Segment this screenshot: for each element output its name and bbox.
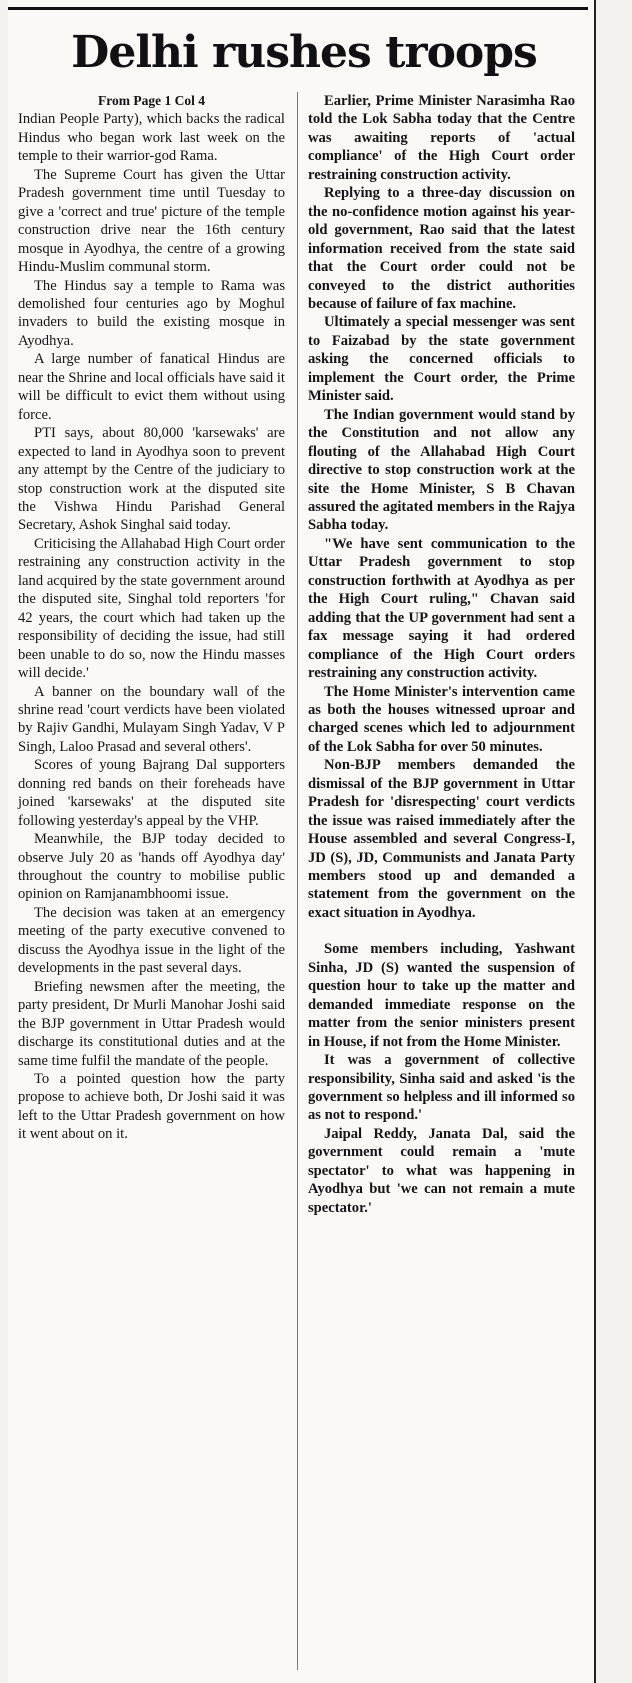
paragraph: It was a government of collective responsibility, Sinha said and asked 'is the government so helpless and ill informed so as not to respond.' (308, 1052, 575, 1124)
paragraph: Non-BJP members demanded the dismissal of the BJP government in Uttar Pradesh for 'disrespecting' court verdicts the issue was raised immediately after the House assembled and several Congress-I, JD (S), JD, Communists and Janata Party members stood up and demanded a statement from the government on the exact situation in Ayodhya. (308, 757, 575, 921)
paragraph: Ultimately a special messenger was sent to Faizabad by the state government asking the concerned officials to implement the Court order, the Prime Minister said. (308, 314, 575, 405)
top-rule (8, 7, 588, 10)
left-column (18, 92, 285, 1144)
right-column (308, 92, 575, 1217)
paragraph: Jaipal Reddy, Janata Dal, said the government could remain a 'mute spectator' to what was happening in Ayodhya but 'we can not remain a mute spectator.' (308, 1125, 575, 1216)
news-clipping (8, 0, 596, 1683)
paragraph: The Supreme Court has given the Uttar Pradesh government time until Tuesday to give a 'correct and true' picture of the temple construction drive near the 16th century mosque in Ayodhya, the centre of a growing Hindu-Muslim communal storm. (18, 166, 285, 276)
paragraph: "We have sent communication to the Uttar Pradesh government to stop construction forthwith at Ayodhya as per the High Court ruling," Chavan said adding that the UP government had sent a fax message saying it had ordered compliance of the High Court orders restraining any construction activity. (308, 535, 575, 682)
paragraph: PTI says, about 80,000 'karsewaks' are expected to land in Ayodhya soon to prevent any attempt by the Centre of the judiciary to stop construction work at the disputed site the Vishwa Hindu Parishad General Secretary, Ashok Singhal said today. (18, 425, 285, 534)
paragraph: To a pointed question how the party propose to achieve both, Dr Joshi said it was left to the Uttar Pradesh government on how it went about on it. (18, 1071, 285, 1143)
paragraph: Scores of young Bajrang Dal supporters donning red bands on their foreheads have joined 'karsewaks' at the disputed site following yesterday's appeal by the VHP. (18, 757, 285, 829)
paragraph: The decision was taken at an emergency meeting of the party executive convened to discuss the Ayodhya issue in the light of the developments in the past several days. (18, 904, 285, 977)
headline: Delhi rushes troops (71, 27, 537, 78)
paragraph: A banner on the boundary wall of the shrine read 'court verdicts have been violated by Rajiv Gandhi, Mulayam Singh Yadav, V P Singh, Laloo Prasad and several others'. (18, 683, 285, 755)
right-edge-rule (594, 0, 596, 1683)
paragraph: The Home Minister's intervention came as both the houses witnessed uproar and charged scenes which led to adjournment of the Lok Sabha for over 50 minutes. (308, 683, 575, 755)
column-divider (297, 92, 298, 1670)
paragraph: A large number of fanatical Hindus are near the Shrine and local officials have said it will be difficult to evict them without using force. (18, 351, 285, 423)
paragraph: From Page 1 Col 4 Indian People Party), which backs the radical Hindus who began work last week on the temple to their warrior-god Rama. (18, 93, 285, 165)
paragraph: Earlier, Prime Minister Narasimha Rao told the Lok Sabha today that the Centre was awaiting reports of 'actual compliance' of the High Court order restraining construction activity. (308, 93, 575, 183)
paragraph: Criticising the Allahabad High Court order restraining any construction activity in the land acquired by the state government around the disputed site, Singhal told reporters 'for 42 years, the court which had taken up the responsibility of deciding the issue, had still been unable to do so, now the Hindu masses will decide.' (18, 535, 285, 682)
paragraph: The Indian government would stand by the Constitution and not allow any flouting of the Allahabad High Court directive to stop construction work at the site the Home Minister, S B Chavan assured the agitated members in the Rajya Sabha today. (308, 406, 575, 534)
paragraph: The Hindus say a temple to Rama was demolished four centuries ago by Moghul invaders to build the existing mosque in Ayodhya. (18, 277, 285, 349)
paragraph: Replying to a three-day discussion on the no-confidence motion against his year-old government, Rao said that the latest information received from the state said that the Court order could not be conveyed to the district authorities because of failure of fax machine. (308, 185, 575, 312)
paragraph: Briefing newsmen after the meeting, the party president, Dr Murli Manohar Joshi said the BJP government in Uttar Pradesh would discharge its constitutional duties and at the same time fulfil the mandate of the people. (18, 978, 285, 1069)
paragraph: Meanwhile, the BJP today decided to observe July 20 as 'hands off Ayodhya day' throughout the country to mobilise public opinion on Ramjanambhoomi issue. (18, 831, 285, 903)
continuation-line: From Page 1 Col 4 (98, 93, 205, 108)
paragraph: Some members including, Yashwant Sinha, JD (S) wanted the suspension of question hour to take up the matter and demanded immediate response on the matter from the senior ministers present in House, if not from the Home Minister. (308, 941, 575, 1050)
